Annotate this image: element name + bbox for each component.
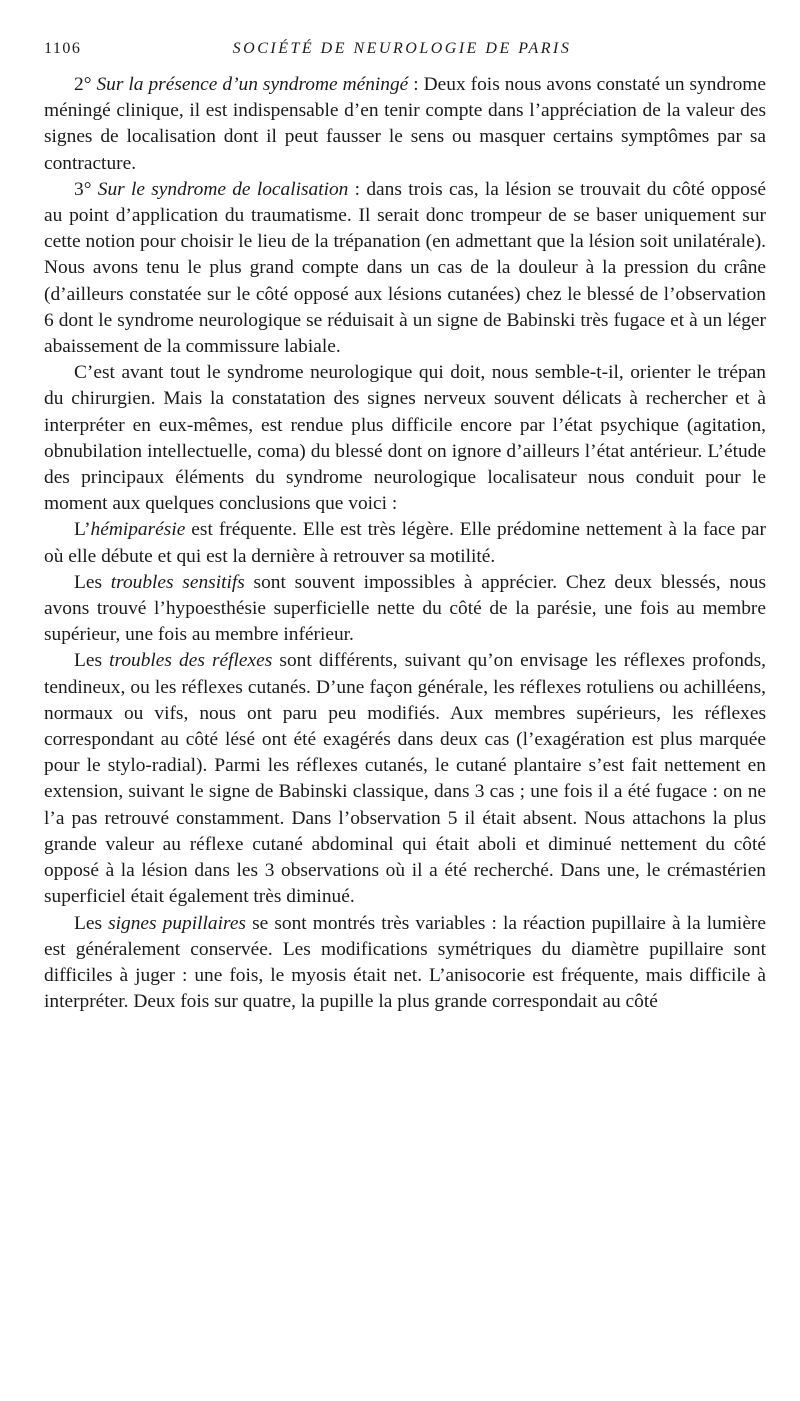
- paragraph-hemiparesis: [44, 517, 766, 569]
- paragraph-text: sont souvent impossibles à apprécier. Chez deux blessés, nous avons trouvé l’hypoesthésie superficielle nette du côté de la parésie, une fois au membre supérieur, une fois au membre inférieur.: [44, 571, 766, 646]
- paragraph-text: est fréquente. Elle est très légère. Elle prédomine nettement à la face par où elle débute et qui est la dernière à retrouver sa motilité.: [44, 519, 766, 567]
- body-text: [44, 72, 766, 1015]
- paragraph-text: : dans trois cas, la lésion se trouvait du côté opposé au point d’application du traumatisme. Il serait donc trompeur de se baser uniquement sur cette notion pour choisir le lieu de la trépanation (en admettant que la lésion soit unilatérale). Nous avons tenu le plus grand compte dans un cas de la douleur à la pression du crâne (d’ailleurs constatée sur le côté opposé aux lésions cutanées) chez le blessé de l’observation 6 dont le syndrome neurologique se réduisait à un signe de Babinski très fugace et à un léger abaissement de la commissure labiale.: [44, 178, 766, 358]
- paragraph-sensory-troubles: [44, 570, 766, 649]
- paragraph-text: se sont montrés très variables : la réaction pupillaire à la lumière est généralement conservée. Les modifications symétriques du diamètre pupillaire sont difficiles à juger : une fois, le myosis était net. L’anisocorie est fréquente, mais difficile à interpréter. Deux fois sur quatre, la pupille la plus grande correspondait au côté: [44, 912, 766, 1013]
- paragraph-reflex-troubles: [44, 648, 766, 910]
- page-number: 1106: [44, 40, 82, 57]
- paragraph-italic-heading: troubles des réflexes: [109, 650, 273, 672]
- paragraph-text: sont différents, suivant qu’on envisage les réflexes profonds, tendineux, ou les réflexes cutanés. D’une façon générale, les réflexes rotuliens ou achilléens, normaux ou vifs, nous ont paru peu modifiés. Aux membres supérieurs, les réflexes correspondant au côté lésé ont été exagérés dans deux cas (l’exagération est plus marquée pour le stylo-radial). Parmi les réflexes cutanés, le cutané plantaire s’est fait nettement en extension, suivant le signe de Babinski classique, dans 3 cas ; une fois il a été fugace : on ne l’a pas retrouvé constamment. Dans l’observation 5 il était absent. Nous attachons la plus grande valeur au réflexe cutané abdominal qui était aboli et diminué nettement du côté opposé à la lésion dans les 3 observations où il a été recherché. Dans une, le crémastérien superficiel était également très diminué.: [44, 650, 766, 908]
- paragraph-lead: 3°: [74, 178, 98, 200]
- paragraph-localisation-syndrome: [44, 177, 766, 360]
- paragraph-text: : Deux fois nous avons constaté un syndrome méningé clinique, il est indispensable d’en tenir compte dans l’appréciation de la valeur des signes de localisation dont il peut fausser le sens ou masquer certains symptômes par sa contracture.: [44, 74, 766, 174]
- paragraph-italic-heading: troubles sensitifs: [110, 571, 245, 593]
- paragraph-lead: Les: [74, 650, 110, 672]
- paragraph-italic-heading: hémiparésie: [90, 519, 186, 541]
- paragraph-lead: Les: [74, 571, 111, 593]
- paragraph-lead: 2°: [74, 74, 97, 95]
- paragraph-pupillary-signs: [44, 911, 766, 1016]
- journal-title: SOCIÉTÉ DE NEUROLOGIE DE PARIS: [232, 40, 572, 57]
- paragraph-italic-heading: signes pupillaires: [108, 912, 246, 934]
- running-head: [44, 40, 760, 64]
- paragraph-lead: L’: [74, 519, 91, 541]
- paragraph-text: C’est avant tout le syndrome neurologique qui doit, nous semble-t-il, orienter le trépan du chirurgien. Mais la constatation des signes nerveux souvent délicats à rechercher et à interpréter en eux-mêmes, est rendue plus difficile encore par l’état psychique (agitation, obnubilation intellectuelle, coma) du blessé dont on ignore d’ailleurs l’état antérieur. L’étude des principaux éléments du syndrome neurologique localisateur nous conduit pour le moment aux quelques conclusions que voici :: [44, 362, 766, 515]
- paragraph-italic-heading: Sur la présence d’un syndrome méningé: [96, 74, 409, 95]
- paragraph-italic-heading: Sur le syndrome de localisation: [97, 178, 349, 200]
- paragraph-meningeal-syndrome: [44, 72, 766, 177]
- paragraph-lead: Les: [74, 912, 109, 934]
- paragraph-neurological-syndrome: [44, 360, 766, 517]
